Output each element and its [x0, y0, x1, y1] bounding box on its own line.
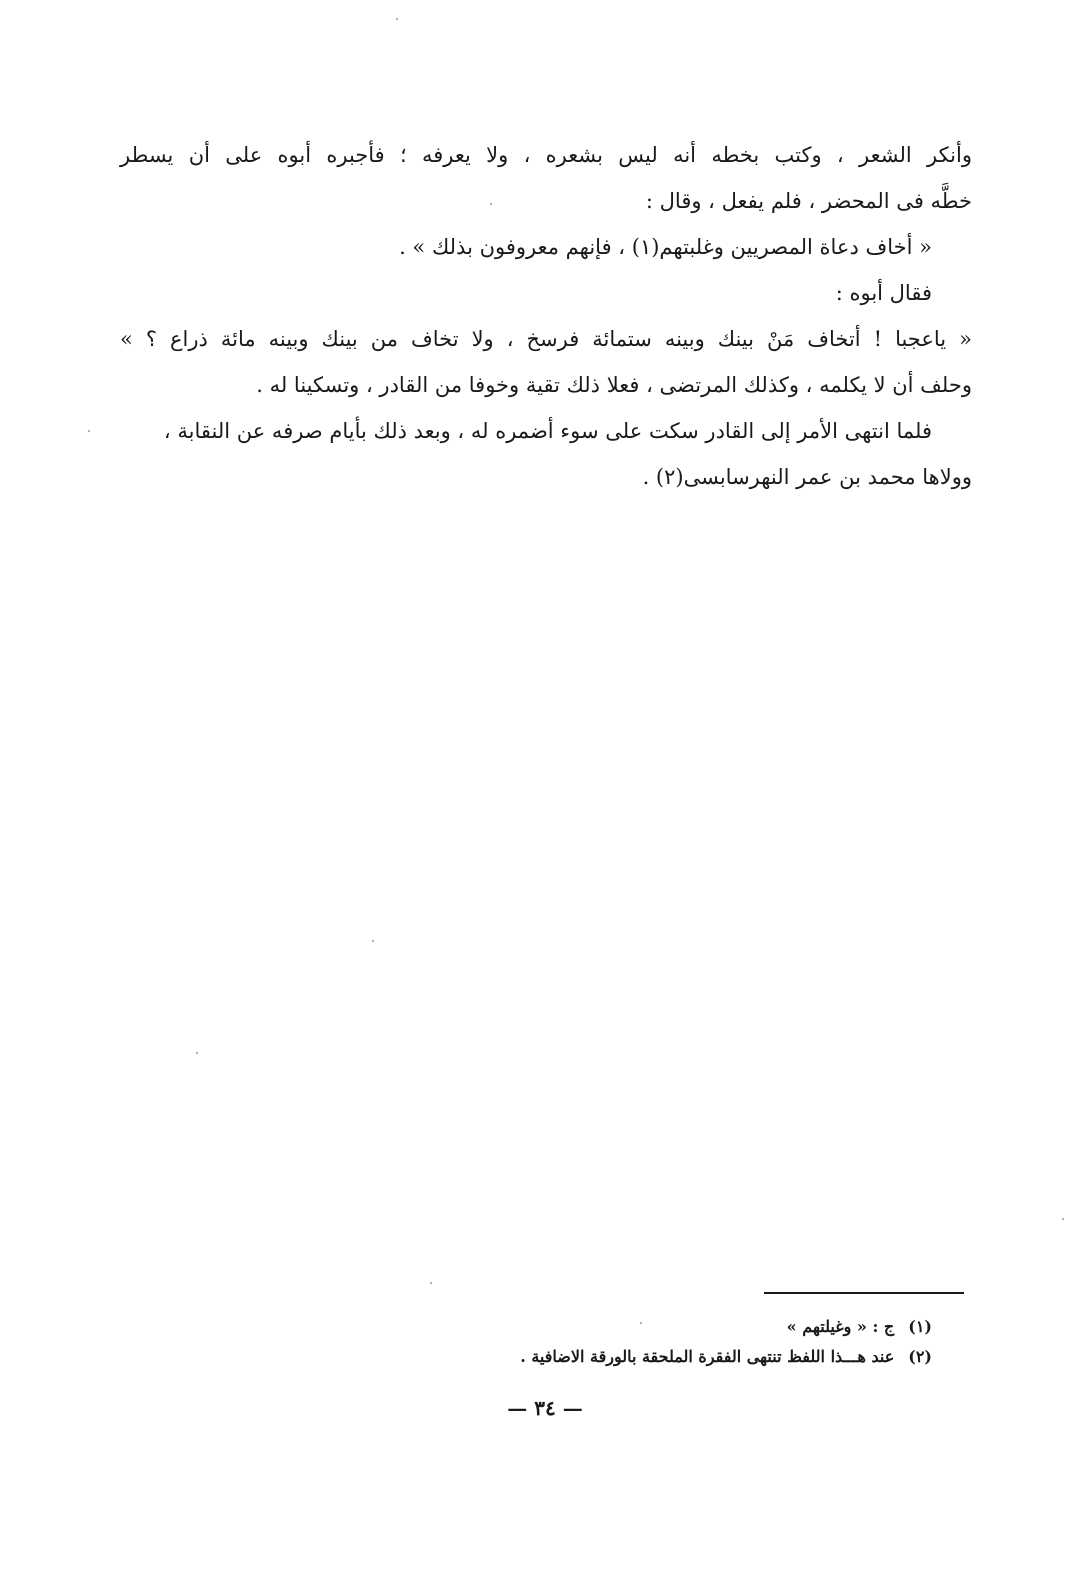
footnote-separator — [764, 1292, 964, 1294]
footnote-number: (٢) — [908, 1347, 932, 1366]
footnote-text: ج : « وغيلتهم » — [786, 1317, 895, 1336]
text-line-1: وأنكر الشعر ، وكتب بخطه أنه ليس بشعره ، ولا يعرفه ؛ فأجبره أبوه على أن يسطر — [120, 143, 972, 167]
footnotes — [232, 1312, 932, 1372]
footnote-1 — [232, 1312, 932, 1342]
text-line-8: وولاها محمد بن عمر النهرسابسى(٢) . — [642, 465, 972, 489]
text-line-6: وحلف أن لا يكلمه ، وكذلك المرتضى ، فعلا ذلك تقية وخوفا من القادر ، وتسكينا له . — [256, 373, 972, 397]
page-number: — ٣٤ — — [507, 1396, 583, 1420]
scan-speck — [396, 18, 398, 20]
text-line-7: فلما انتهى الأمر إلى القادر سكت على سوء أضمره له ، وبعد ذلك بأيام صرفه عن النقابة ، — [163, 419, 932, 443]
scan-speck — [430, 1282, 432, 1284]
text-line-3: « أخاف دعاة المصريين وغلبتهم(١) ، فإنهم معروفون بذلك » . — [399, 235, 932, 259]
main-text — [120, 132, 972, 500]
footnote-2 — [232, 1342, 932, 1372]
text-line-4: فقال أبوه : — [835, 281, 932, 305]
text-line-5: « ياعجبا ! أتخاف مَنْ بينك وبينه ستمائة فرسخ ، ولا تخاف من بينك وبينه مائة ذراع ؟ » — [120, 327, 972, 351]
footnote-text: عند هـــذا اللفظ تنتهى الفقرة الملحقة بالورقة الاضافية . — [520, 1347, 895, 1366]
scan-speck — [490, 203, 492, 205]
scan-speck — [640, 1322, 642, 1324]
scan-speck — [372, 940, 374, 942]
scan-speck — [196, 1052, 198, 1054]
scan-speck — [88, 430, 90, 432]
scan-speck — [1062, 1218, 1064, 1220]
footnote-number: (١) — [908, 1317, 932, 1336]
text-line-2: خطَّه فى المحضر ، فلم يفعل ، وقال : — [645, 189, 972, 213]
